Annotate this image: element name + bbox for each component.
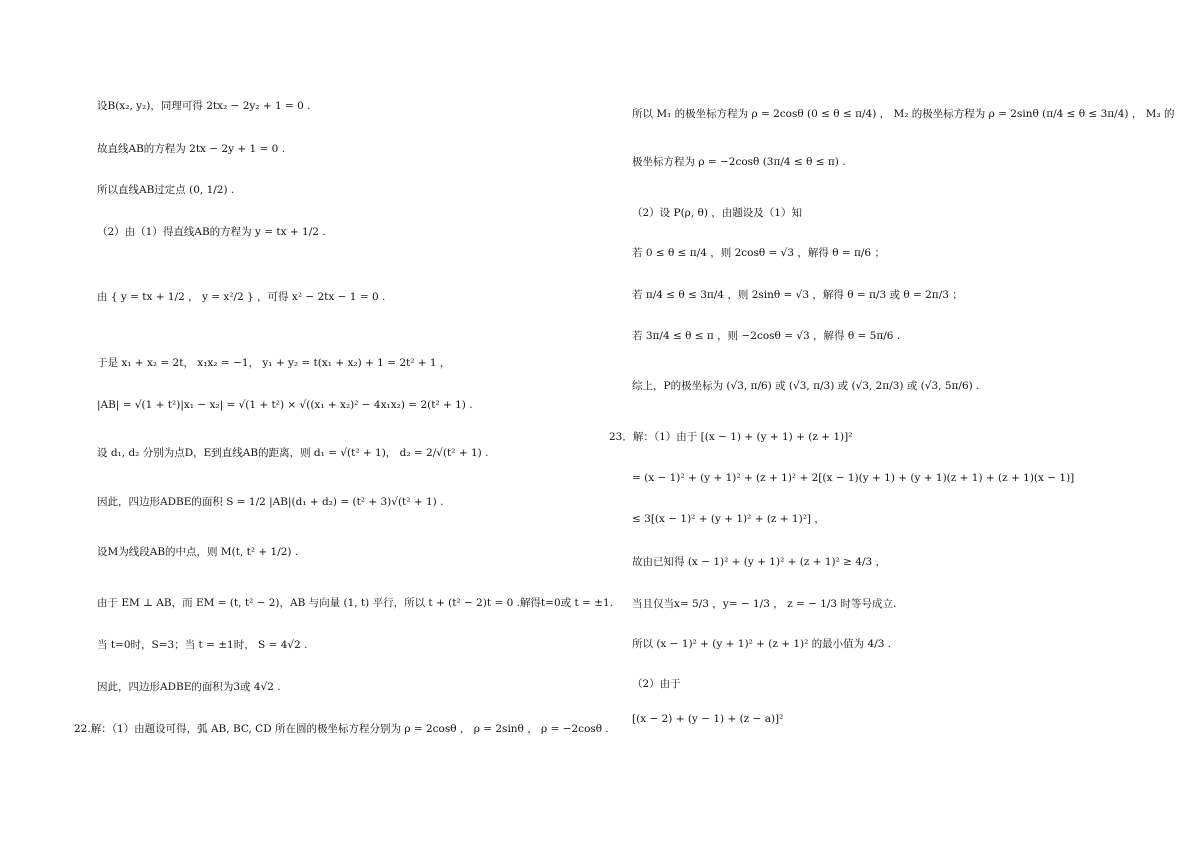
text-line: 由 { y = tx + 1/2 ， y = x²/2 } ，可得 x² − 2tx − 1 = 0 . [97,291,386,303]
text-line: 若 π/4 ≤ θ ≤ 3π/4 ，则 2sinθ = √3 ，解得 θ = π/3 或 θ = 2π/3 ； [632,289,963,301]
text-line: |AB| = √(1 + t²)|x₁ − x₂| = √(1 + t²) × √((x₁ + x₂)² − 4x₁x₂) = 2(t² + 1) . [97,399,473,411]
text-line: 由于 EM ⊥ AB，而 EM = (t, t² − 2)，AB 与向量 (1, t) 平行，所以 t + (t² − 2)t = 0 .解得t=0或 t = ±1. [97,597,613,609]
text-line: 所以直线AB过定点 (0, 1/2) . [97,184,235,196]
text-line: ≤ 3[(x − 1)² + (y + 1)² + (z + 1)²] ， [632,513,825,525]
text-line: 当 t=0时，S=3；当 t = ±1时， S = 4√2 . [97,639,308,651]
text-line: 设 d₁, d₂ 分别为点D，E到直线AB的距离，则 d₁ = √(t² + 1)， d₂ = 2/√(t² + 1) . [97,447,489,459]
text-line: [(x − 2) + (y − 1) + (z − a)]² [632,713,784,725]
text-line: = (x − 1)² + (y + 1)² + (z + 1)² + 2[(x − 1)(y + 1) + (y + 1)(z + 1) + (z + 1)(x − 1)] [632,472,1075,484]
text-line: 因此，四边形ADBE的面积 S = 1/2 |AB|(d₁ + d₂) = (t² + 3)√(t² + 1) . [97,496,444,508]
text-line: （2）由（1）得直线AB的方程为 y = tx + 1/2 . [97,226,326,238]
text-line: （2）由于 [632,678,681,690]
text-line: 综上，P的极坐标为 (√3, π/6) 或 (√3, π/3) 或 (√3, 2π/3) 或 (√3, 5π/6) . [632,380,980,392]
text-line: 于是 x₁ + x₂ = 2t， x₁x₂ = −1， y₁ + y₂ = t(x₁ + x₂) + 1 = 2t² + 1 ， [97,357,451,369]
text-line: 因此，四边形ADBE的面积为3或 4√2 . [97,681,281,693]
text-line: 设M为线段AB的中点，则 M(t, t² + 1/2) . [97,546,299,558]
text-line: 若 3π/4 ≤ θ ≤ π ，则 −2cosθ = √3 ，解得 θ = 5π/6 . [632,330,901,342]
text-line: 故直线AB的方程为 2tx − 2y + 1 = 0 . [97,143,286,155]
text-line: （2）设 P(ρ, θ) ，由题设及（1）知 [632,207,802,219]
text-line: 极坐标方程为 ρ = −2cosθ (3π/4 ≤ θ ≤ π) . [632,156,846,168]
text-line: 若 0 ≤ θ ≤ π/4 ，则 2cosθ = √3 ，解得 θ = π/6 ； [632,247,885,259]
text-line: 所以 (x − 1)² + (y + 1)² + (z + 1)² 的最小值为 4/3 . [632,638,892,650]
text-line: 设B(x₂, y₂)，同理可得 2tx₂ − 2y₂ + 1 = 0 . [97,100,311,112]
text-line: 当且仅当x= 5/3 ，y= − 1/3 ， z = − 1/3 时等号成立. [632,598,897,610]
text-line: 22.解：（1）由题设可得，弧 AB, BC, CD 所在圆的极坐标方程分别为 ρ = 2cosθ ， ρ = 2sinθ ， ρ = −2cosθ . [74,723,609,735]
text-line: 故由已知得 (x − 1)² + (y + 1)² + (z + 1)² ≥ 4/3 ， [632,556,887,568]
text-line: 23．解：（1）由于 [(x − 1) + (y + 1) + (z + 1)]² [609,431,853,443]
text-line: 所以 M₁ 的极坐标方程为 ρ = 2cosθ (0 ≤ θ ≤ π/4) ， M₂ 的极坐标方程为 ρ = 2sinθ (π/4 ≤ θ ≤ 3π/4) ， M₃ 的 [632,108,1175,120]
